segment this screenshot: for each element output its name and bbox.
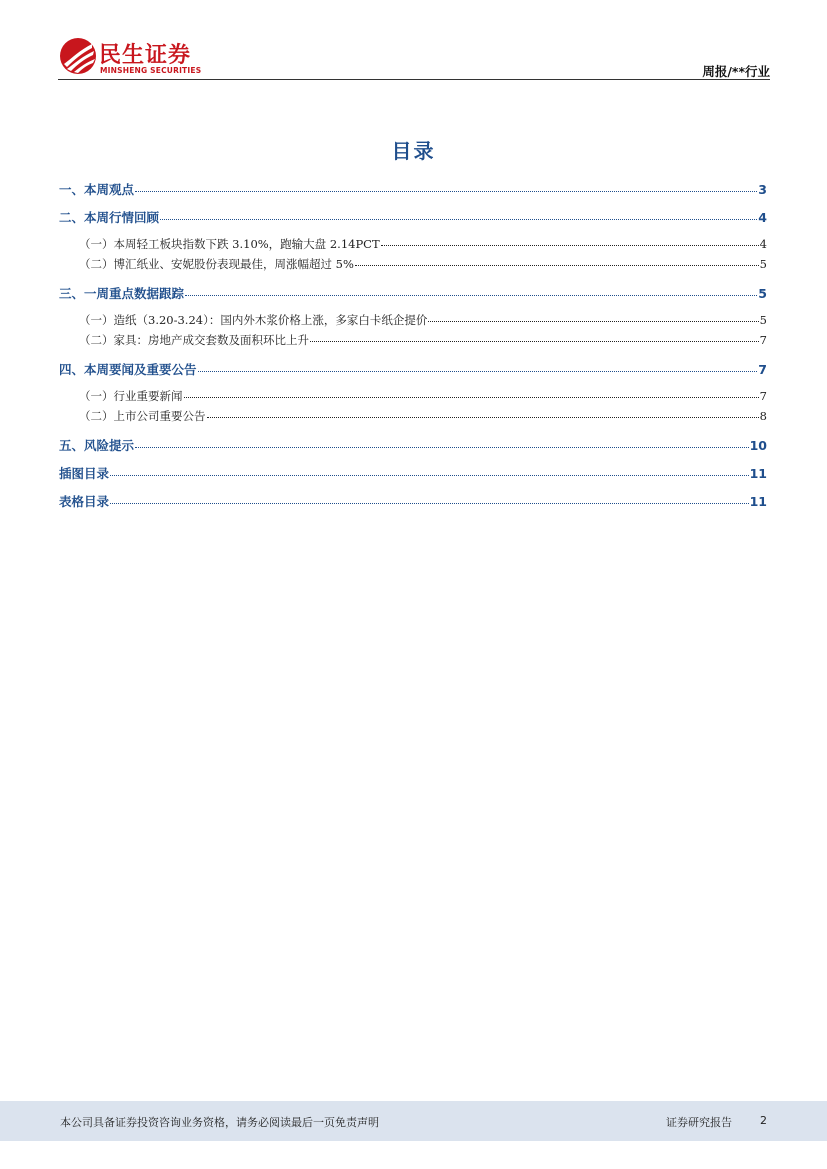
toc-entry-page: 7	[759, 389, 767, 403]
toc-entry-label: 三、一周重点数据跟踪	[59, 286, 185, 301]
toc-entry-label: （二）家具：房地产成交套数及面积环比上升	[79, 333, 309, 347]
footer-disclaimer: 本公司具备证券投资咨询业务资格，请务必阅读最后一页免责声明	[60, 1116, 379, 1129]
page-header	[58, 36, 770, 80]
report-type: 周报/**行业	[702, 64, 770, 79]
toc-dot-leader	[198, 371, 758, 372]
toc-dot-leader	[355, 265, 759, 266]
toc-entry-label: （一）行业重要新闻	[79, 389, 183, 403]
toc-entry-page: 5	[758, 286, 767, 301]
toc-entry-label: （二）上市公司重要公告	[79, 409, 206, 423]
toc-entry-page: 5	[759, 313, 767, 327]
toc-entry[interactable]	[59, 208, 767, 224]
minsheng-logo	[58, 36, 218, 78]
toc-entry-page: 11	[749, 466, 767, 481]
toc-dot-leader	[185, 295, 757, 296]
toc-entry[interactable]	[59, 360, 767, 376]
toc-entry-page: 4	[758, 210, 767, 225]
toc-entry-page: 11	[749, 494, 767, 509]
toc-entry-page: 3	[758, 182, 767, 197]
toc-entry[interactable]	[79, 256, 767, 272]
toc-entry[interactable]	[59, 284, 767, 300]
toc-dot-leader	[428, 321, 758, 322]
toc-entry[interactable]	[59, 180, 767, 196]
toc-entry-label: 二、本周行情回顾	[59, 210, 160, 225]
logo-emblem-icon	[58, 36, 98, 76]
toc-dot-leader	[184, 397, 759, 398]
toc-entry[interactable]	[79, 236, 767, 252]
toc-dot-leader	[207, 417, 759, 418]
toc-entry-page: 4	[759, 237, 767, 251]
toc-entry[interactable]	[79, 332, 767, 348]
toc-dot-leader	[160, 219, 757, 220]
toc-entry[interactable]	[59, 436, 767, 452]
toc-entry-page: 7	[758, 362, 767, 377]
toc-entry-label: 五、风险提示	[59, 438, 135, 453]
toc-entry-label: （一）造纸（3.20-3.24）：国内外木浆价格上涨，多家白卡纸企提价	[79, 313, 428, 327]
toc-entry-page: 10	[749, 438, 767, 453]
footer-doc-type: 证券研究报告	[666, 1116, 732, 1129]
toc-entry-page: 5	[759, 257, 767, 271]
toc-entry-label: 一、本周观点	[59, 182, 135, 197]
toc-dot-leader	[135, 447, 749, 448]
toc-title: 目录	[391, 139, 436, 163]
toc-entry-label: （二）博汇纸业、安妮股份表现最佳，周涨幅超过 5%	[79, 257, 354, 271]
toc-entry-label: （一）本周轻工板块指数下跌 3.10%，跑输大盘 2.14PCT	[79, 237, 380, 251]
logo-chinese-name: 民生证券	[99, 43, 192, 68]
logo-english-name: MINSHENG SECURITIES	[100, 66, 202, 75]
page-footer	[0, 1101, 827, 1141]
page-number: 2	[760, 1114, 767, 1127]
toc-dot-leader	[110, 475, 749, 476]
toc-entry[interactable]	[59, 492, 767, 508]
toc-entry-page: 7	[759, 333, 767, 347]
toc-entry[interactable]	[79, 312, 767, 328]
toc-dot-leader	[310, 341, 759, 342]
toc-entry[interactable]	[79, 408, 767, 424]
toc-entry[interactable]	[79, 388, 767, 404]
toc-dot-leader	[135, 191, 757, 192]
toc-dot-leader	[381, 245, 759, 246]
toc-entry-label: 表格目录	[59, 494, 110, 509]
toc-dot-leader	[110, 503, 749, 504]
toc-entry[interactable]	[59, 464, 767, 480]
toc-entry-label: 四、本周要闻及重要公告	[59, 362, 197, 377]
header-divider	[58, 79, 770, 80]
toc-entry-page: 8	[759, 409, 767, 423]
toc-entry-label: 插图目录	[59, 466, 110, 481]
